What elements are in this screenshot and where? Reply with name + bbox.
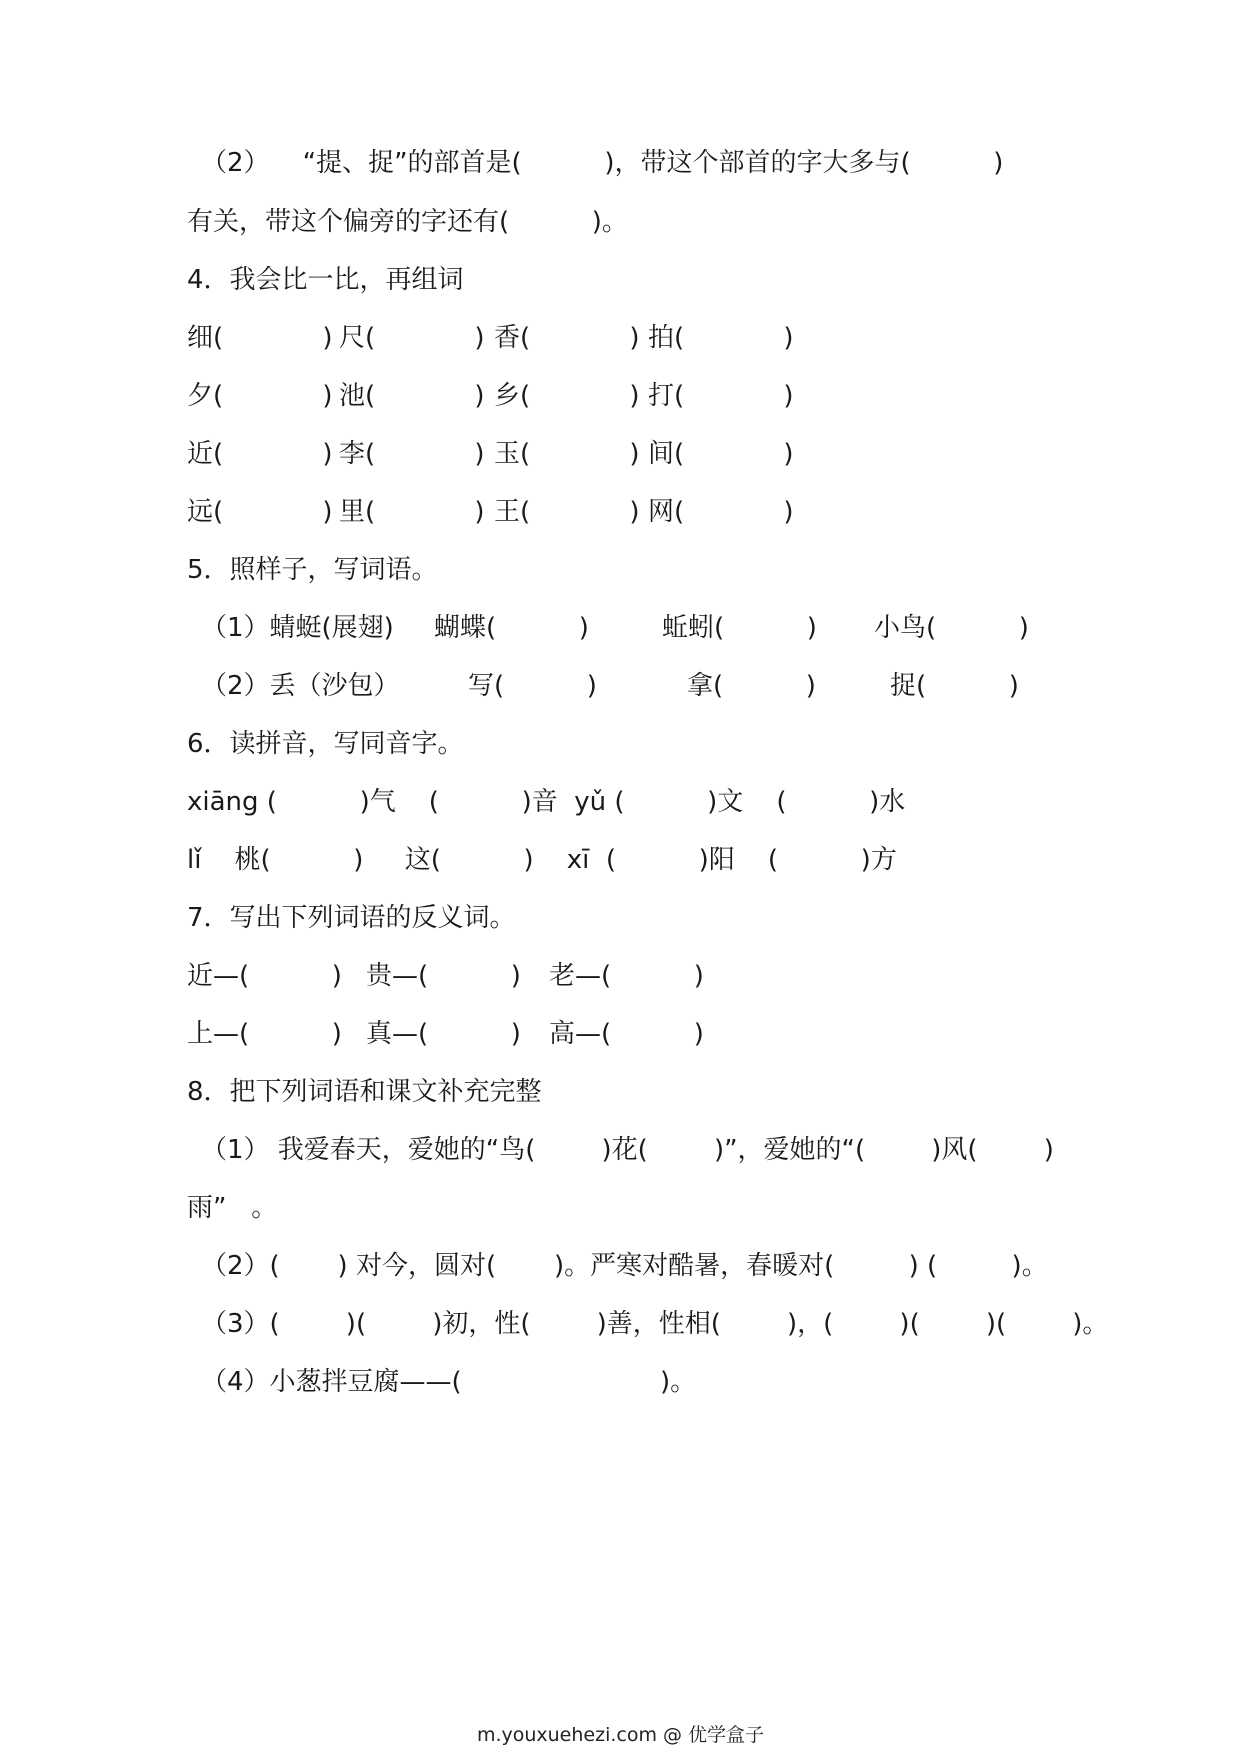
line-text-segment: 雨” 。	[187, 1193, 278, 1223]
line-text-segment: 捉( )	[890, 671, 1019, 701]
line-text-segment: 远( )	[187, 497, 333, 527]
line-text-segment: 5．照样子，写词语。	[187, 555, 438, 585]
line-text-segment: 上—( )	[187, 1019, 342, 1049]
line-text-segment: xiāng ( )气 ( )音 yǔ ( )文 ( )水	[187, 787, 906, 817]
line-text-segment: 写( )	[468, 671, 597, 701]
line-text-segment: 池( )	[339, 381, 485, 411]
worksheet-line-q3-2-line2	[187, 202, 628, 242]
line-text-segment: lǐ 桃( ) 这( ) xī ( )阳 ( )方	[187, 845, 897, 875]
worksheet-line-q8-4	[201, 1362, 696, 1402]
line-text-segment: 7．写出下列词语的反义词。	[187, 903, 516, 933]
line-text-segment: 6．读拼音，写同音字。	[187, 729, 464, 759]
line-text-segment: 细( )	[187, 323, 333, 353]
line-text-segment: 香( )	[494, 323, 640, 353]
worksheet-line-q7-title	[187, 898, 516, 938]
line-text-segment: 王( )	[494, 497, 640, 527]
line-text-segment: 有关，带这个偏旁的字还有( )。	[187, 207, 628, 237]
line-text-segment: 拿( )	[687, 671, 816, 701]
line-text-segment: 近—( )	[187, 961, 342, 991]
worksheet-line-q6-title	[187, 724, 464, 764]
footer-watermark: m.youxuehezi.com @ 优学盒子	[476, 1724, 765, 1746]
line-text-segment: 4．我会比一比，再组词	[187, 265, 464, 295]
line-text-segment: 夕( )	[187, 381, 333, 411]
line-text-segment: 蝴蝶( )	[434, 613, 589, 643]
line-text-segment: 尺( )	[339, 323, 485, 353]
line-text-segment: （1） 我爱春天，爱她的“鸟( )花( )”，爱她的“( )风( )	[201, 1135, 1054, 1165]
worksheet-line-q8-title	[187, 1072, 542, 1112]
line-text-segment: （2）( ) 对今，圆对( )。严寒对酷暑，春暖对( ) ( )。	[201, 1251, 1048, 1281]
line-text-segment: 玉( )	[494, 439, 640, 469]
line-text-segment: 老—( )	[549, 961, 704, 991]
line-text-segment: （1）蜻蜓(展翅)	[201, 613, 394, 643]
line-text-segment: 蚯蚓( )	[662, 613, 817, 643]
worksheet-line-q8-1-line2	[187, 1188, 277, 1228]
line-text-segment: 打( )	[648, 381, 794, 411]
line-text-segment: 贵—( )	[366, 961, 521, 991]
line-text-segment: 8．把下列词语和课文补充完整	[187, 1077, 542, 1107]
worksheet-line-q8-1-line1	[201, 1130, 1054, 1170]
line-text-segment: （3）( )( )初，性( )善，性相( )，( )( )( )。	[201, 1309, 1109, 1339]
worksheet-line-q4-title	[187, 260, 464, 300]
line-text-segment: 李( )	[339, 439, 485, 469]
line-text-segment: 网( )	[648, 497, 794, 527]
line-text-segment: （2）丢（沙包）	[201, 671, 400, 701]
worksheet-line-q3-2-line1	[201, 143, 1003, 183]
line-text-segment: 间( )	[648, 439, 794, 469]
worksheet-line-q5-title	[187, 550, 438, 590]
worksheet-line-q8-2	[201, 1246, 1048, 1286]
line-text-segment: 真—( )	[366, 1019, 521, 1049]
line-text-segment: 小鸟( )	[874, 613, 1029, 643]
line-text-segment: 高—( )	[549, 1019, 704, 1049]
worksheet-line-q6-row2	[187, 840, 897, 880]
worksheet-line-q6-row1	[187, 782, 905, 822]
worksheet-line-q8-3	[201, 1304, 1108, 1344]
line-text-segment: 里( )	[339, 497, 485, 527]
line-text-segment: 乡( )	[494, 381, 640, 411]
line-text-segment: 拍( )	[648, 323, 794, 353]
line-text-segment: （2） “提、捉”的部首是( )，带这个部首的字大多与( )	[201, 148, 1004, 178]
line-text-segment: （4）小葱拌豆腐——( )。	[201, 1367, 697, 1397]
line-text-segment: 近( )	[187, 439, 333, 469]
